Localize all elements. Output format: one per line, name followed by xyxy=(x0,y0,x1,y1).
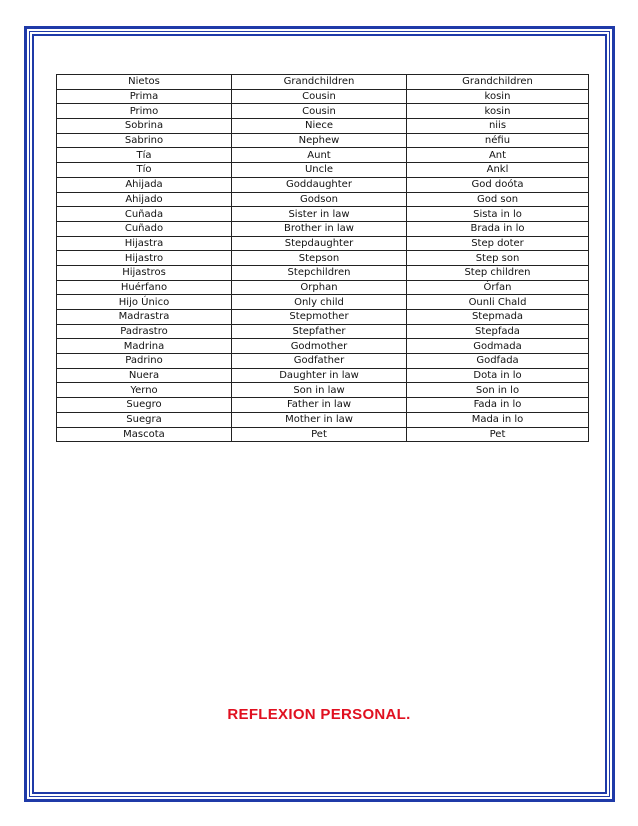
cell-english-word: Mother in law xyxy=(232,412,407,427)
cell-pronunciation: God son xyxy=(407,192,589,207)
cell-english-word: Uncle xyxy=(232,163,407,178)
cell-english-word: Sister in law xyxy=(232,207,407,222)
cell-pronunciation: kosin xyxy=(407,104,589,119)
cell-spanish-word: Madrastra xyxy=(57,310,232,325)
cell-english-word: Stepdaughter xyxy=(232,236,407,251)
cell-pronunciation: Dota in lo xyxy=(407,368,589,383)
cell-english-word: Cousin xyxy=(232,89,407,104)
cell-pronunciation: Step children xyxy=(407,265,589,280)
cell-pronunciation: Ant xyxy=(407,148,589,163)
cell-pronunciation: Godfada xyxy=(407,354,589,369)
table-row xyxy=(57,148,589,163)
cell-spanish-word: Mascota xyxy=(57,427,232,442)
cell-pronunciation: kosin xyxy=(407,89,589,104)
cell-spanish-word: Ahijada xyxy=(57,177,232,192)
cell-english-word: Goddaughter xyxy=(232,177,407,192)
table-row xyxy=(57,236,589,251)
table-row xyxy=(57,412,589,427)
cell-pronunciation: Step doter xyxy=(407,236,589,251)
table-row xyxy=(57,163,589,178)
cell-english-word: Stepchildren xyxy=(232,265,407,280)
vocabulary-table-body xyxy=(57,75,589,442)
cell-english-word: Daughter in law xyxy=(232,368,407,383)
table-row xyxy=(57,265,589,280)
cell-spanish-word: Sabrino xyxy=(57,133,232,148)
cell-spanish-word: Madrina xyxy=(57,339,232,354)
cell-spanish-word: Nuera xyxy=(57,368,232,383)
table-row xyxy=(57,119,589,134)
vocabulary-table xyxy=(56,74,589,442)
table-row xyxy=(57,368,589,383)
cell-spanish-word: Sobrina xyxy=(57,119,232,134)
cell-spanish-word: Nietos xyxy=(57,75,232,90)
cell-english-word: Stepmother xyxy=(232,310,407,325)
cell-english-word: Godson xyxy=(232,192,407,207)
cell-english-word: Only child xyxy=(232,295,407,310)
table-row xyxy=(57,133,589,148)
cell-pronunciation: Grandchildren xyxy=(407,75,589,90)
cell-english-word: Cousin xyxy=(232,104,407,119)
table-row xyxy=(57,177,589,192)
cell-spanish-word: Huérfano xyxy=(57,280,232,295)
cell-english-word: Niece xyxy=(232,119,407,134)
cell-spanish-word: Yerno xyxy=(57,383,232,398)
table-row xyxy=(57,221,589,236)
cell-spanish-word: Hijastro xyxy=(57,251,232,266)
cell-english-word: Brother in law xyxy=(232,221,407,236)
cell-pronunciation: Stepfada xyxy=(407,324,589,339)
cell-pronunciation: niis xyxy=(407,119,589,134)
cell-english-word: Father in law xyxy=(232,398,407,413)
cell-english-word: Grandchildren xyxy=(232,75,407,90)
cell-spanish-word: Ahijado xyxy=(57,192,232,207)
cell-spanish-word: Suegro xyxy=(57,398,232,413)
cell-english-word: Orphan xyxy=(232,280,407,295)
table-row xyxy=(57,383,589,398)
cell-spanish-word: Hijastra xyxy=(57,236,232,251)
cell-pronunciation: Mada in lo xyxy=(407,412,589,427)
cell-english-word: Pet xyxy=(232,427,407,442)
cell-pronunciation: néfiu xyxy=(407,133,589,148)
table-row xyxy=(57,207,589,222)
cell-pronunciation: Órfan xyxy=(407,280,589,295)
cell-spanish-word: Hijo Único xyxy=(57,295,232,310)
cell-english-word: Godfather xyxy=(232,354,407,369)
table-row xyxy=(57,339,589,354)
table-row xyxy=(57,251,589,266)
cell-spanish-word: Cuñado xyxy=(57,221,232,236)
cell-spanish-word: Hijastros xyxy=(57,265,232,280)
cell-english-word: Stepfather xyxy=(232,324,407,339)
table-row xyxy=(57,354,589,369)
cell-pronunciation: Son in lo xyxy=(407,383,589,398)
cell-english-word: Godmother xyxy=(232,339,407,354)
cell-english-word: Stepson xyxy=(232,251,407,266)
cell-pronunciation: Stepmada xyxy=(407,310,589,325)
cell-pronunciation: Step son xyxy=(407,251,589,266)
table-row xyxy=(57,427,589,442)
cell-pronunciation: Brada in lo xyxy=(407,221,589,236)
table-row xyxy=(57,104,589,119)
cell-spanish-word: Tía xyxy=(57,148,232,163)
cell-pronunciation: Godmada xyxy=(407,339,589,354)
cell-spanish-word: Padrastro xyxy=(57,324,232,339)
cell-spanish-word: Cuñada xyxy=(57,207,232,222)
table-row xyxy=(57,75,589,90)
cell-english-word: Nephew xyxy=(232,133,407,148)
cell-pronunciation: God doóta xyxy=(407,177,589,192)
cell-pronunciation: Fada in lo xyxy=(407,398,589,413)
table-row xyxy=(57,398,589,413)
cell-spanish-word: Primo xyxy=(57,104,232,119)
table-row xyxy=(57,192,589,207)
table-row xyxy=(57,324,589,339)
cell-pronunciation: Sista in lo xyxy=(407,207,589,222)
table-row xyxy=(57,310,589,325)
table-row xyxy=(57,295,589,310)
cell-english-word: Son in law xyxy=(232,383,407,398)
cell-english-word: Aunt xyxy=(232,148,407,163)
table-row xyxy=(57,280,589,295)
cell-spanish-word: Padrino xyxy=(57,354,232,369)
cell-pronunciation: Ankl xyxy=(407,163,589,178)
table-row xyxy=(57,89,589,104)
cell-spanish-word: Suegra xyxy=(57,412,232,427)
cell-pronunciation: Ounli Chald xyxy=(407,295,589,310)
reflexion-heading: REFLEXION PERSONAL. xyxy=(227,706,411,723)
cell-spanish-word: Tío xyxy=(57,163,232,178)
cell-spanish-word: Prima xyxy=(57,89,232,104)
cell-pronunciation: Pet xyxy=(407,427,589,442)
